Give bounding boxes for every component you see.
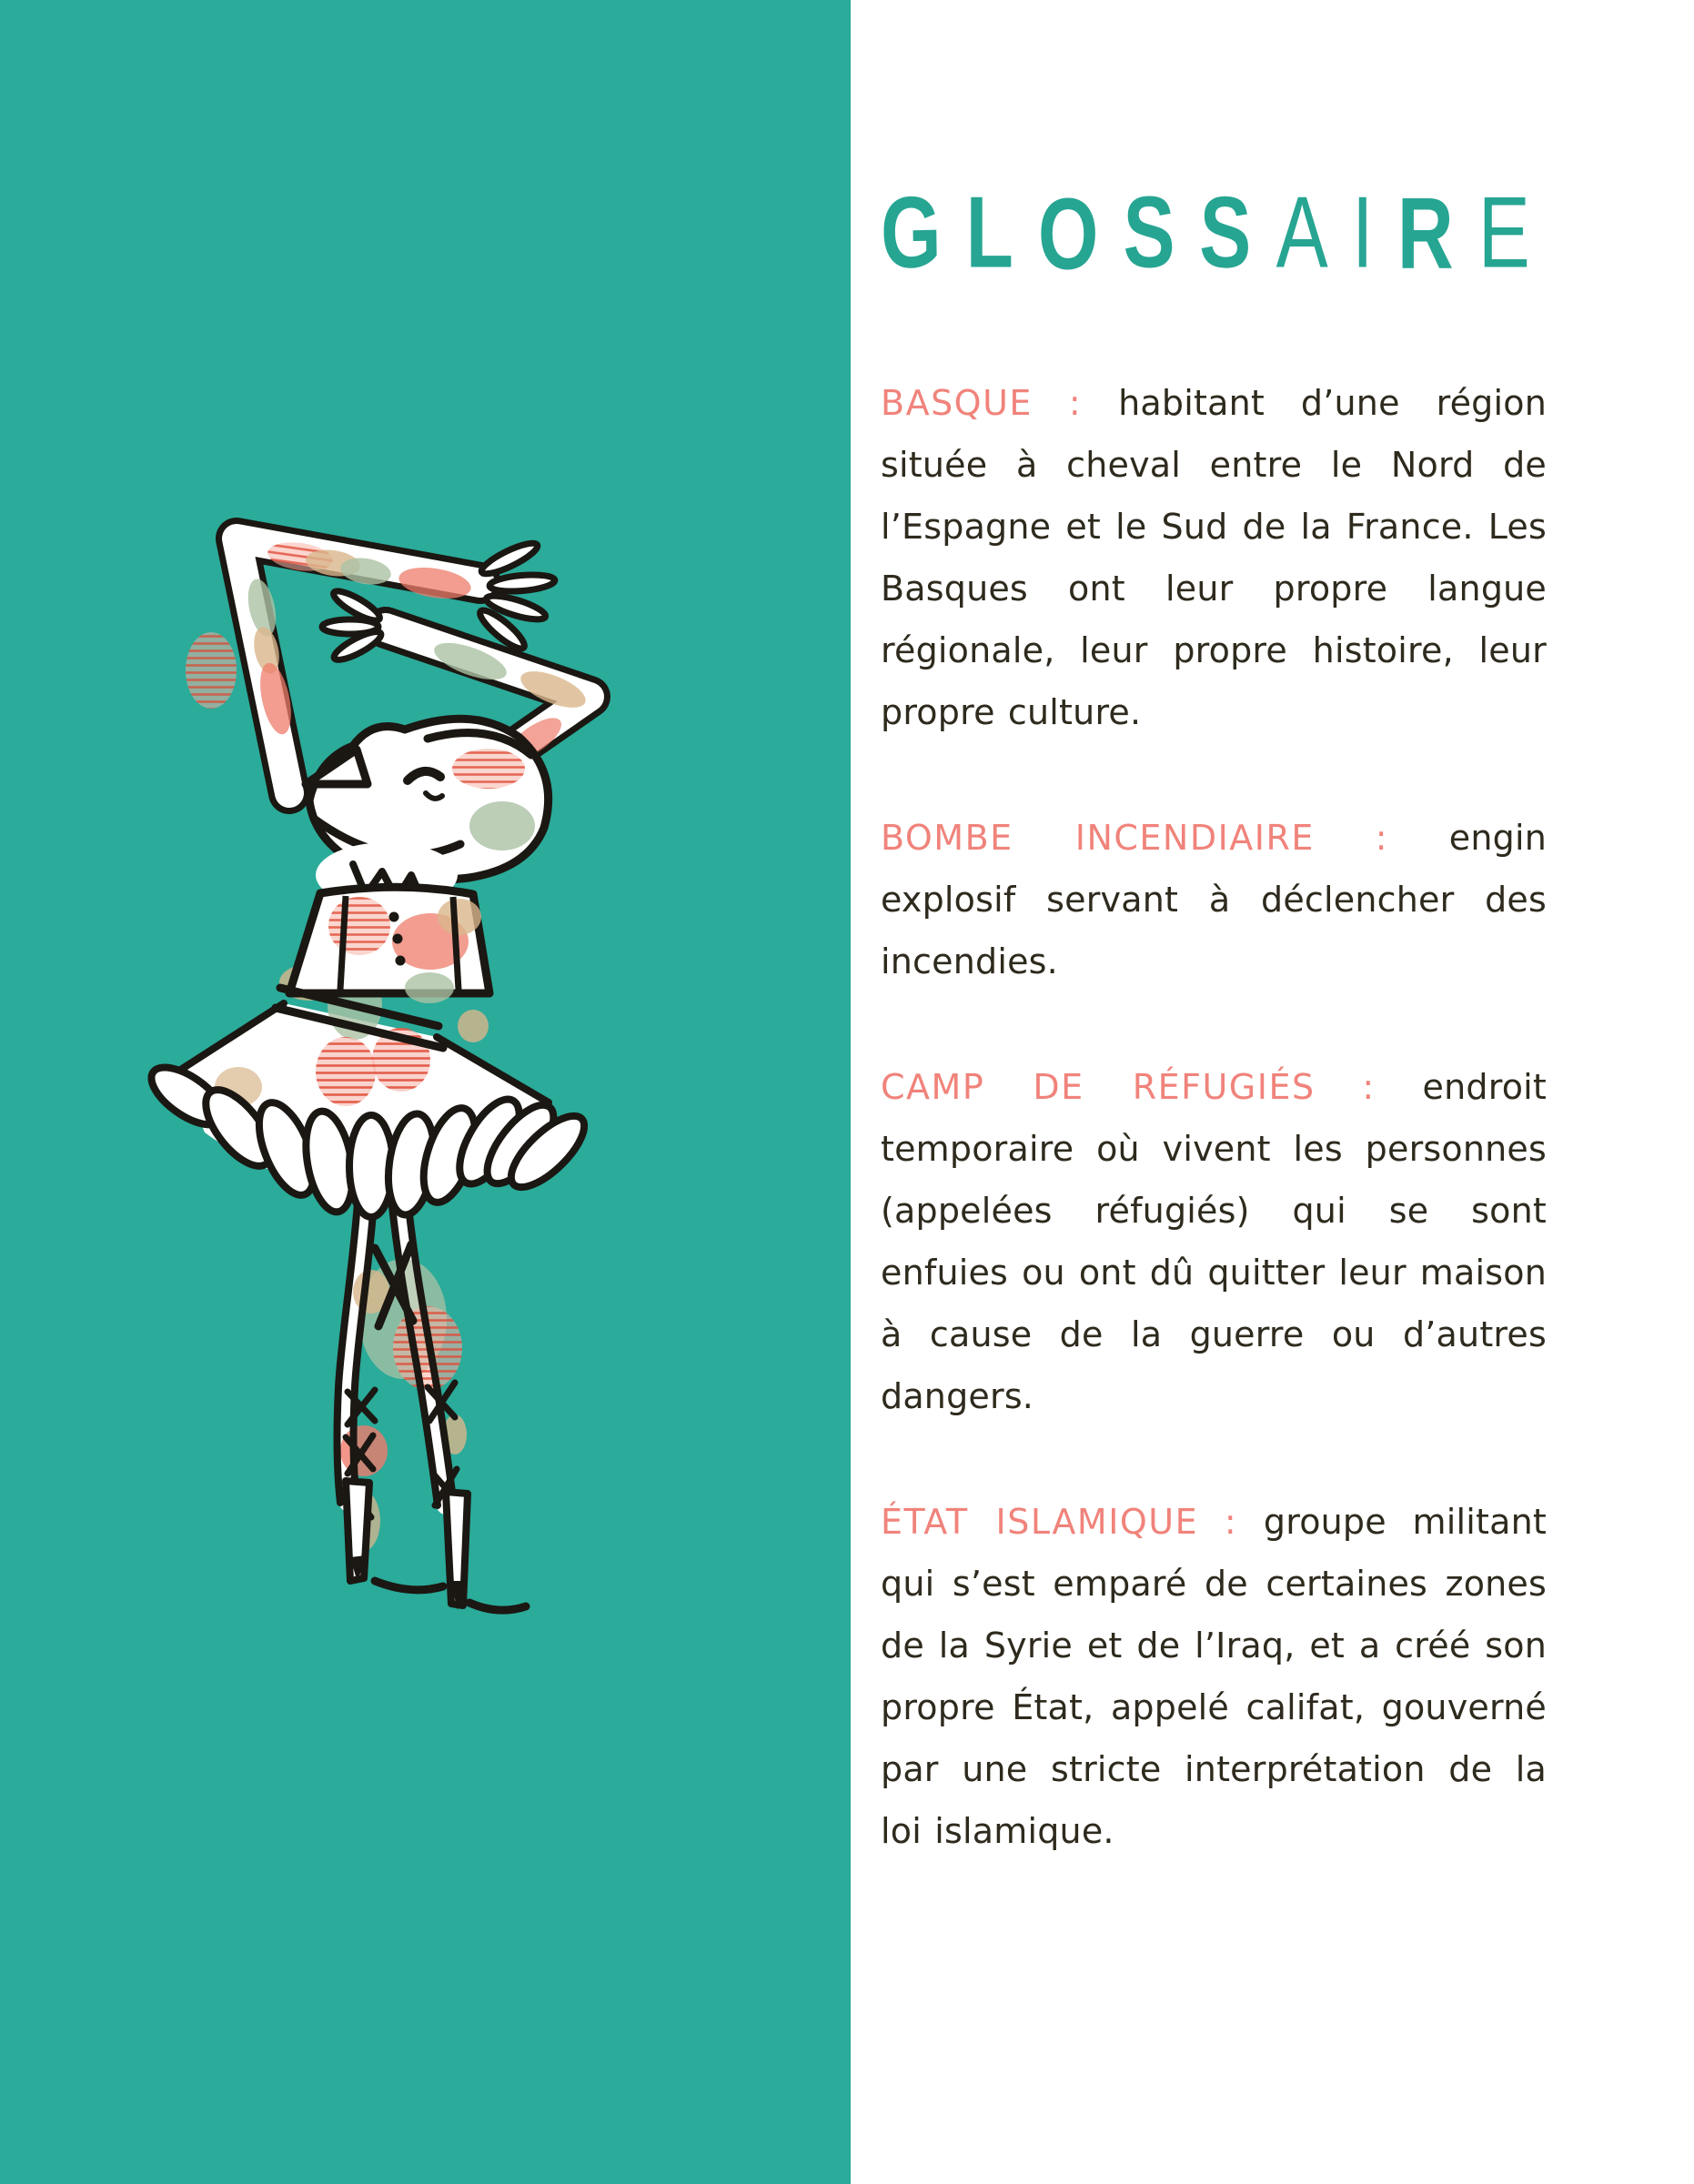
foot-shadow [375,1581,443,1590]
title-letter: G [880,174,944,290]
title-letter: E [1477,175,1531,289]
glossary-definition: endroit temporaire où vivent les personnes (appelées réfugiés) qui se sont enfuies ou ont dû quitter leur maison à cause de la guerre ou d’autres dangers. [881,1067,1548,1416]
glossary-entries [881,372,1547,1862]
term-separator: : [1362,1067,1376,1107]
right-panel [851,0,1694,2184]
term-separator: : [1224,1502,1238,1542]
glossary-entry-camp-de-refugies [881,1056,1547,1427]
glossary-entry-basque [881,372,1547,743]
glossary-title [880,174,1531,291]
title-letter: S [1123,175,1177,289]
title-letter: O [1037,176,1101,291]
glossary-entry-etat-islamique [881,1491,1547,1862]
term-separator: : [1068,383,1083,423]
glossary-definition: groupe militant qui s’est emparé de certaines zones de la Syrie et de l’Iraq, et a créé son propre État, appelé califat, gouverné par une stricte interprétation de la loi islamique. [881,1502,1548,1851]
title-letter: A [1276,175,1329,289]
glossary-term: ÉTAT ISLAMIQUE [881,1502,1199,1542]
foot-shadow [469,1603,526,1610]
glossary-term: BASQUE [881,383,1033,423]
glossary-term: CAMP DE RÉFUGIÉS [881,1067,1316,1107]
term-separator: : [1375,818,1388,858]
glossary-term: BOMBE INCENDIAIRE [881,818,1315,858]
title-letter: R [1397,176,1456,290]
glossary-entry-bombe-incendiaire [881,807,1547,992]
title-letter: I [1351,175,1375,289]
glossary-definition: habitant d’une région située à cheval entre le Nord de l’Espagne et le Sud de la France. Les Basques ont leur propre langue régionale, leur propre histoire, leur propre culture. [881,383,1547,732]
title-letter: L [965,175,1015,289]
title-letter: S [1198,175,1255,290]
glossary-definition: engin explosif servant à déclencher des incendies. [881,818,1547,981]
